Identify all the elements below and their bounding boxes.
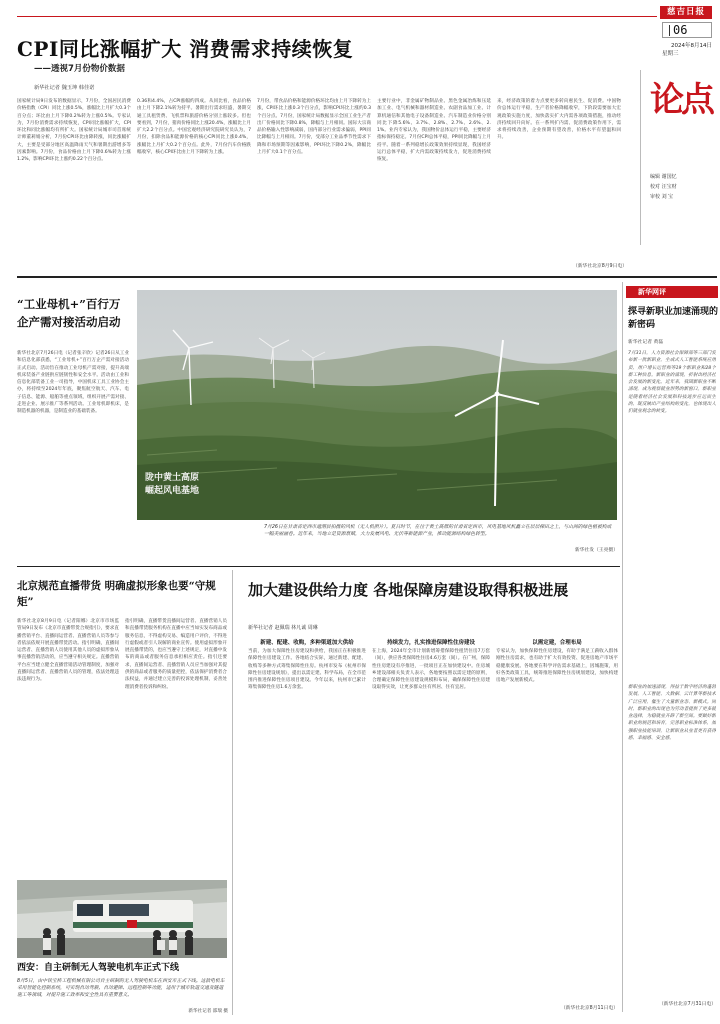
housing-article-title: 加大建设供给力度 各地保障房建设取得积极进展 bbox=[248, 581, 569, 599]
wind-photo-caption: 7月26日在甘肃省定西市通渭县拍摄的风机（无人机照片）。夏日时节，在位于黄土高原的甘肃省定西市，风电基地风机矗立在层层梯田之上，与山间的绿色植被构成一幅美丽画卷。近年来，当地立足资源禀赋，大力发展风电、光伏等新能源产业，推动能源结构绿色转型。 bbox=[264, 525, 612, 537]
housing-subhead-1: 新建、配建、收购，多种渠道加大供给 bbox=[260, 640, 354, 646]
section-divider-vertical bbox=[640, 70, 641, 245]
lead-article-col3: 7月份，带食品价格和能源价格环比均由上月下降转为上涨，CPI环比上涨0.3个百分点，影响CPI环比上涨约0.3个百分点。7月份，国家统计局数据显示全国工业生产者出厂价格同比下降0.8%，降幅与上月相同。国际大宗商品价格输入性影响减弱，国内部分行业需求偏弱，PPI同比降幅与上月相同。7月份，受部分工业品季节性需求下降和市场预期等因素影响，PPI环比下降0.2%，降幅比上月扩大0.1个百分点。 bbox=[257, 99, 371, 156]
beijing-article-title: 北京规范直播带货 明确虚拟形象也要“守规矩” bbox=[17, 580, 216, 608]
beijing-article-body: 新华社北京8月9日电（记者阳娜）北京市市场监管局9日发布《北京市直播带货合规指引》，要求直播营销平台、直播间运营者、直播营销人员等参与者依法依规开展直播带货活动。指引明确，直播间运营者、直播营销人员使用其他人员的虚拟形象从事直播营销活动的，应当遵守相关规定。直播营销平台应当建立健全直播营销活动管理制度，加强对直播间运营者、直播营销人员的管理，依法处理违法违规行为。 bbox=[17, 619, 119, 683]
housing-subhead-2: 持续发力，扎实推进保障性住房建设 bbox=[386, 640, 475, 646]
section-divider-top bbox=[17, 276, 717, 278]
section-title bbox=[648, 70, 714, 160]
lead-article-col4: 主要行业中，非金属矿物制品业、黑色金属冶炼和压延加工业、电气机械和器材制造业、农副食品加工业、计算机通信和其他电子设备制造业、汽车制造业价格分别同比下降5.6%、3.7%、2.8%、2.7%、2.6%、2.1%。业内专家认为，我国物价总体运行平稳，主要经济指标保持稳定。7月份CPI总体平稳，PPI同比降幅与上月持平。随着一系列稳增长政策效果持续显现，我国经济运行总体平稳，扩大内需政策持续发力，促进消费持续恢复。 bbox=[377, 99, 491, 163]
beijing-article-col2: 指引明确，直播带货直播间运营者、直播营销人员和直播带货服务机构在直播中应当如实发布商品或服务信息，不得虚构交易、编造用户评价，不得进行虚假或者引人误解的商业宣传。使用虚拟形象开展直播带货的，也应当遵守上述规定，对直播中发布的商品或者服务信息承担相应责任。指引还要求，直播间运营者、直播营销人员应当加强对其提供的商品或者服务的质量把控，依法保护消费者合法权益，并通过建立完善的投诉处理机制，妥善处理消费者投诉和纠纷。 bbox=[125, 619, 227, 690]
xinhua-banner bbox=[626, 286, 718, 298]
train-photo-caption-title: 西安：自主研制无人驾驶电机车正式下线 bbox=[17, 963, 180, 973]
lead-article-byline: 新华社记者 魏玉坤 韩佳诺 bbox=[34, 85, 95, 91]
lead-article-col5: 来，经济政策的着力点要更多转向惠民生、促消费。中国物价总体运行平稳，生产者价格降幅收窄，下阶段需要加大宏观政策实施力度，加快落实扩大内需各项政策措施，推动经济持续回升向好。在一系列扩内需、促消费政策作用下，需求将持续改善，企业预期有望改善，价格水平有望温和回升。 bbox=[497, 99, 621, 141]
housing-article-byline: 新华社记者 赵佩瑞 林凡诚 周琳 bbox=[248, 625, 318, 631]
wind-photo-credit: 新华社发（王亮摄） bbox=[574, 548, 618, 553]
housing-article-signoff: （新华社北京8月11日电） bbox=[560, 1006, 618, 1011]
xinhua-article-byline: 新华社记者 黄磊 bbox=[628, 340, 664, 345]
housing-subhead-3: 以需定建，合理布局 bbox=[532, 640, 582, 646]
train-photo-caption: 8月5日，由中铁宝桥工程机械有限公司自主研制的无人驾驶电机车在西安市正式下线。这款电机车采用智能化控制系统，可实现自动驾驶、自动避障、远程控制等功能，适用于城市轨道交通及隧道施工等领域，对提升施工效率和安全性具有重要意义。 bbox=[17, 979, 225, 998]
xinhua-article-col2: 新职业的加速涌现，得益于数字经济的蓬勃发展。人工智能、大数据、云计算等新技术广泛应用，催生了大量新业态、新模式。同时，新职业的出现也为劳动者提供了更多就业选择，为稳就业开辟了新空间。要做好新职业的规范和培育，完善职业标准体系，加强职业技能培训，让新职业从业者更有获得感、幸福感、安全感。 bbox=[628, 685, 716, 742]
lead-article-signoff: （新华社北京8月9日电） bbox=[572, 264, 627, 269]
xinhua-article-col1: 7月31日，人力资源社会保障部等三部门发布新一批新职业，生成式人工智能系统应用员、用户增长运营师等19个新职业和28个新工种信息。新职业的涌现，折射出经济社会发展的新变化。近年来，我国新职业不断涌现，成为观察就业形势的新窗口。新职业是随着经济社会发展和科技进步应运而生的，既反映出产业结构的变化，也体现出人们就业观念的转变。 bbox=[628, 351, 716, 415]
page-number-bar bbox=[669, 25, 670, 36]
section-divider-middle bbox=[17, 566, 620, 567]
xinhua-article-signoff: （新华社北京7月31日电） bbox=[658, 1002, 716, 1007]
photo-overlay-text bbox=[145, 472, 265, 498]
housing-article-col3: 专家认为，加快保障性住房建设，有助于满足工薪收入群体刚性住房需求，也有助于扩大有效投资、促进房地产市场平稳健康发展。各地要在科学评估需求基础上，因城施策，用好各类政策工具，统筹推进保障性住房规划建设，加快构建房地产发展新模式。 bbox=[496, 649, 618, 684]
issue-weekday: 星期三 bbox=[662, 51, 679, 57]
top-red-rule bbox=[17, 16, 657, 17]
gongye-article-body: 新华社北京7月26日电（记者张辛欣）记者26日从工业和信息化部获悉，“工业母机+”百行万企产需对接活动正式启动。活动旨在推动工业母机产需对接，提升高端机床装备产业链供应链韧性和安全水平。活动由工业和信息化部装备工业一司指导，中国机床工具工业协会主办，将持续至2024年年底，聚焦航空航天、汽车、电子信息、能源、船舶等重点领域，组织开展产需对接、走进企业、展示推广等系列活动。工业母机即机床，是制造机器的机器，是制造业的基础装备。 bbox=[17, 351, 129, 415]
photo-overlay-line1: 陇中黄土高原 bbox=[145, 473, 200, 483]
xinhua-banner-text: 新华网评 bbox=[638, 288, 666, 296]
lead-article-title: CPI同比涨幅扩大 消费需求持续恢复 bbox=[17, 37, 354, 61]
lead-article-col1: 国家统计局9日发布的数据显示，7月份，全国居民消费价格指数（CPI）同比上涨0.5%，涨幅比上月扩大0.3个百分点；环比由上月下降0.2%转为上涨0.5%。专家认为，7月份消费需求持续恢复，CPI同比涨幅扩大，CPI环比和同比涨幅均有所扩大。国家统计局城市司首席统计师董莉娟分析，7月份CPI环比由降转涨，同比涨幅扩大，主要是受部分地区高温降雨天气和暑期出游增多等因素影响。7月份，食品价格由上月下降0.6%转为上涨1.2%，影响CPI环比上涨约0.22个百分点。 bbox=[17, 99, 131, 163]
photo-overlay-line2: 崛起风电基地 bbox=[145, 486, 200, 496]
train-illustration bbox=[17, 880, 227, 958]
lead-article-col2: 0.36和4.4%，占CPI涨幅约四成。从同比看，食品价格由上月下降2.1%转为持平。暑期出行需求旺盛，暑期交通工具租赁费、飞机票和旅游价格分别上涨较多。但也要看到，7月份，猪肉价格同比上涨20.4%，涨幅比上月扩大2.2个百分点。中国宏观经济研究院研究员认为，7月份，扣除食品和能源价格的核心CPI同比上涨0.4%，涨幅比上月扩大0.2个百分点。此外，7月份汽车价格跌幅收窄，核心CPI环比由上月下降转为上涨。 bbox=[137, 99, 251, 156]
train-photo-credit: 新华社记者 邵瑞 摄 bbox=[188, 1009, 228, 1014]
divider-v-left bbox=[232, 570, 233, 1015]
divider-v-sidebar bbox=[622, 282, 623, 1012]
lead-article-subtitle: ——透视7月份物价数据 bbox=[34, 64, 125, 74]
reviewer-badge: 审校 刘 宝 bbox=[650, 194, 674, 200]
issue-date: 2024年8月14日 bbox=[671, 43, 712, 49]
section-badges bbox=[650, 172, 714, 202]
gongye-article-title: “工业母机+”百行万企产需对接活动启动 bbox=[17, 297, 121, 329]
proofreader-badge: 校对 汪宝财 bbox=[650, 184, 677, 190]
wind-turbine-photo bbox=[137, 290, 617, 520]
xinhua-article-title: 探寻新职业加速涌现的新密码 bbox=[628, 307, 719, 330]
editor-badge: 编辑 谢国忆 bbox=[650, 174, 677, 180]
train-photo bbox=[17, 880, 227, 958]
page-number: 06 bbox=[673, 23, 688, 37]
section-title-text: 论点 bbox=[650, 80, 712, 120]
housing-article-col2: 在上海，2024年全市计划新增筹措保障性租赁住房7万套（间），供应各类保障性住房4.6万套（间）。在广州，保障性住房建设有序推进，一批项目正在加快建设中。住房城乡建设部相关负责人表示，各地要按照以需定建的原则，合理确定保障性住房建设规模和布局，确保保障性住房建设取得实效，让更多群众住有所居、住有宜居。 bbox=[372, 649, 490, 691]
page-number-box bbox=[662, 22, 712, 38]
housing-article-col1: 当前，为加大保障性住房建设和供给，我国正在积极推进保障性住房建设工作。各地结合实际，通过新建、配建、收购等多种方式筹集保障性住房。杭州市发布《杭州市保障性住房建设规划》，提出以需定建、科学布局，在全市范围内推进保障性住房项目建设。今年以来，杭州市已累计筹集保障性住房1.6万余套。 bbox=[248, 649, 366, 691]
paper-logo: 慈吉日报 bbox=[660, 6, 712, 19]
